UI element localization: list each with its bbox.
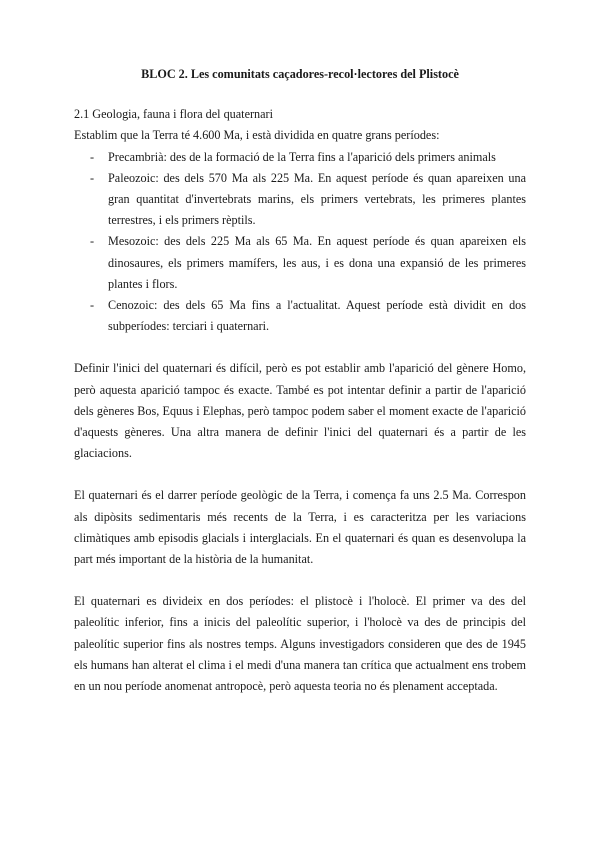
list-item [74,147,526,168]
document-page [74,64,526,697]
list-item [74,295,526,337]
bullet-dash: - [90,234,95,249]
period-text: Mesozoic: des dels 225 Ma als 65 Ma. En aquest període és quan apareixen els dinosaures, els primers mamífers, les aus, i es dona una expansió de les primeres plantes i flors. [108,234,526,291]
bullet-dash: - [90,170,95,185]
paragraph: El quaternari es divideix en dos períodes: el plistocè i l'holocè. El primer va des del paleolític inferior, fins a inicis del paleolític superior, i l'holocè va des de principis del paleolític superior fins als nostres temps. Alguns investigadors consideren que des de 1945 els humans han alterat el clima i el medi d'una manera tan crítica que actualment ens trobem en un nou període anomenat antropocè, però aquesta teoria no és plenament acceptada. [74,594,526,694]
periods-list [74,147,526,338]
period-text: Precambrià: des de la formació de la Terra fins a l'aparició dels primers animals [108,149,496,164]
list-item [74,231,526,295]
paragraph: Definir l'inici del quaternari és difícil, però es pot establir amb l'aparició del gènere Homo, però aquesta aparició tampoc és exacte. També es pot intentar definir a partir de l'aparició dels gèneres Bos, Equus i Elephas, però tampoc podem saber el moment exacte de l'aparició d'aquests gèneres. Una altra manera de definir l'inici del quaternari és a partir de les glaciacions. [74,361,526,461]
list-item [74,168,526,232]
document-title: BLOC 2. Les comunitats caçadores-recol·lectores del Plistocè [141,67,459,81]
period-text: Cenozoic: des dels 65 Ma fins a l'actualitat. Aquest període està dividit en dos subperíodes: terciari i quaternari. [108,298,526,334]
section-heading: 2.1 Geologia, fauna i flora del quaternari [74,107,273,122]
intro-text: Establim que la Terra té 4.600 Ma, i està dividida en quatre grans períodes: [74,128,440,143]
bullet-dash: - [90,298,95,313]
paragraph: El quaternari és el darrer període geològic de la Terra, i comença fa uns 2.5 Ma. Correspon als dipòsits sedimentaris més recents de la Terra, i es caracteritza per les variacions climàtiques amb episodis glacials i interglacials. En el quaternari és quan es desenvolupa la part més important de la història de la humanitat. [74,488,526,567]
bullet-dash: - [90,149,95,164]
period-text: Paleozoic: des dels 570 Ma als 225 Ma. En aquest període és quan apareixen una gran quantitat d'invertebrats marins, els primers vertebrats, les primeres plantes terrestres, i els primers rèptils. [108,170,526,228]
